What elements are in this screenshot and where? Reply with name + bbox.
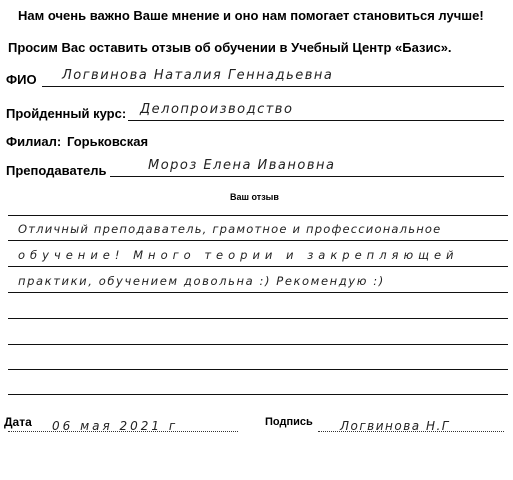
review-line-1: Отличный преподаватель, грамотное и профессиональное [18,222,442,236]
course-value: Делопроизводство [140,102,294,117]
date-value: 06 мая 2021 г [52,419,179,433]
course-label: Пройденный курс: [6,106,127,121]
review-rule [8,394,508,395]
review-line-3: практики, обучением довольна :) Рекомендую :) [18,274,385,288]
review-rule [8,215,508,216]
review-heading: Ваш отзыв [230,192,279,202]
teacher-label: Преподаватель [6,163,107,178]
teacher-underline [110,176,504,177]
review-line-2: обучение! Много теории и закрепляющей [18,248,459,262]
review-rule [8,318,508,319]
header-line-2: Просим Вас оставить отзыв об обучении в Учебный Центр «Базис». [8,40,452,55]
review-rule [8,266,508,267]
fio-value: Логвинова Наталия Геннадьевна [62,68,334,83]
branch-label: Филиал: [6,134,62,149]
date-label: Дата [4,415,32,429]
fio-label: ФИО [6,72,37,87]
review-rule [8,369,508,370]
branch-value: Горьковская [67,134,149,149]
header-line-1: Нам очень важно Ваше мнение и оно нам помогает становиться лучше! [18,8,484,23]
review-rule [8,292,508,293]
teacher-value: Мороз Елена Ивановна [148,158,336,173]
signature-value: Логвинова Н.Г [340,419,450,433]
signature-label: Подпись [265,416,313,428]
course-underline [128,120,504,121]
review-rule [8,344,508,345]
fio-underline [42,86,504,87]
review-rule [8,240,508,241]
